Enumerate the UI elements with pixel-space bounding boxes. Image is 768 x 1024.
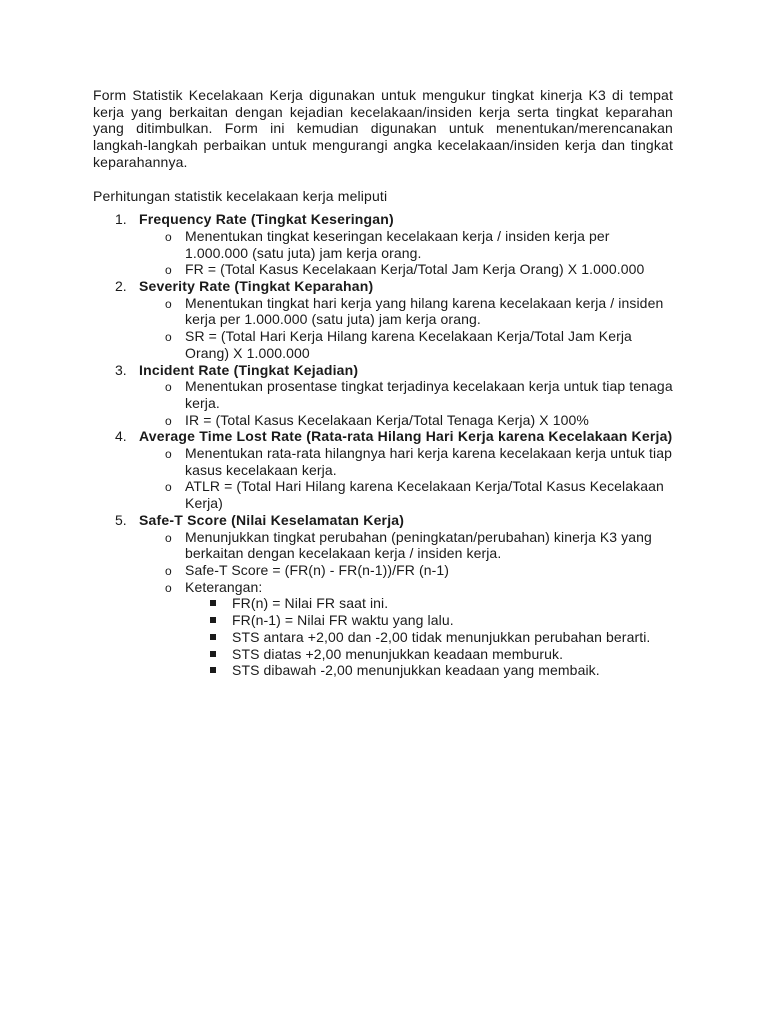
list-item-severity-rate <box>93 278 673 362</box>
sub-item-keterangan: o Keterangan: FR(n) = Nilai FR saat ini. FR(n-1) = Nilai FR waktu yang lalu. STS antara +2,00 dan -2,00 tidak menunjukkan perubahan berarti. STS diatas +2,00 menunjukkan keadaan memburuk. STS dibawah -2,00 menunjukkan keadaan yang membaik. <box>139 579 673 679</box>
item-number: 4. <box>115 428 127 445</box>
keterangan-item: FR(n-1) = Nilai FR waktu yang lalu. <box>185 612 673 629</box>
keterangan-item: STS dibawah -2,00 menunjukkan keadaan yang membaik. <box>185 662 673 679</box>
sub-item: o Menentukan rata-rata hilangnya hari kerja karena kecelakaan kerja untuk tiap kasus kecelakaan kerja. <box>165 445 672 478</box>
square-bullet-icon <box>210 651 216 657</box>
sub-item: o FR = (Total Kasus Kecelakaan Kerja/Total Jam Kerja Orang) X 1.000.000 <box>165 261 645 278</box>
keterangan-list <box>185 595 673 679</box>
item-title: Safe-T Score (Nilai Keselamatan Kerja) <box>139 511 405 528</box>
sub-list <box>139 378 673 428</box>
sub-item: o Menentukan tingkat keseringan kecelakaan kerja / insiden kerja per 1.000.000 (satu juta) jam kerja orang. <box>165 227 610 261</box>
item-title: Severity Rate (Tingkat Keparahan) <box>139 278 374 295</box>
circle-bullet-icon: o <box>165 480 172 495</box>
item-title: Frequency Rate (Tingkat Keseringan) <box>139 211 394 228</box>
keterangan-item: STS antara +2,00 dan -2,00 tidak menunjukkan perubahan berarti. <box>185 629 673 646</box>
item-title: Average Time Lost Rate (Rata-rata Hilang Hari Kerja karena Kecelakaan Kerja) <box>139 428 673 445</box>
item-number: 1. <box>115 211 127 228</box>
sub-list <box>139 295 673 362</box>
circle-bullet-icon: o <box>165 380 172 395</box>
circle-bullet-icon: o <box>165 263 172 278</box>
square-bullet-icon <box>210 634 216 640</box>
sub-list <box>139 228 673 278</box>
sub-item: o Menentukan prosentase tingkat terjadinya kecelakaan kerja untuk tiap tenaga kerja. <box>165 378 673 411</box>
sub-item: o Menentukan tingkat hari kerja yang hilang karena kecelakaan kerja / insiden kerja per 1.000.000 (satu juta) jam kerja orang. <box>165 294 664 328</box>
keterangan-item: STS diatas +2,00 menunjukkan keadaan memburuk. <box>185 646 673 663</box>
circle-bullet-icon: o <box>165 296 172 311</box>
sub-item: o Safe-T Score = (FR(n) - FR(n-1))/FR (n-1) <box>165 561 450 578</box>
document-page <box>93 87 673 679</box>
sub-item: o SR = (Total Hari Kerja Hilang karena Kecelakaan Kerja/Total Jam Kerja Orang) X 1.000.000 <box>165 328 632 361</box>
circle-bullet-icon: o <box>165 447 172 462</box>
circle-bullet-icon: o <box>165 229 172 244</box>
lead-sentence: Perhitungan statistik kecelakaan kerja meliputi <box>93 187 388 204</box>
sub-list <box>139 445 673 512</box>
circle-bullet-icon: o <box>165 530 172 545</box>
keterangan-item: FR(n) = Nilai FR saat ini. <box>185 595 673 612</box>
sub-item: o ATLR = (Total Hari Hilang karena Kecelakaan Kerja/Total Kasus Kecelakaan Kerja) <box>165 478 664 512</box>
square-bullet-icon <box>210 600 216 606</box>
square-bullet-icon <box>210 667 216 673</box>
circle-bullet-icon: o <box>165 563 172 578</box>
item-number: 5. <box>115 511 127 528</box>
sub-item: o Menunjukkan tingkat perubahan (peningkatan/perubahan) kinerja K3 yang berkaitan dengan kecelakaan kerja / insiden kerja. <box>165 528 652 562</box>
list-item-safe-t-score <box>93 512 673 679</box>
list-item-incident-rate <box>93 362 673 429</box>
circle-bullet-icon: o <box>165 580 172 595</box>
list-item-average-time-lost-rate <box>93 428 673 512</box>
statistics-list <box>93 211 673 679</box>
square-bullet-icon <box>210 617 216 623</box>
intro-paragraph: Form Statistik Kecelakaan Kerja digunakan untuk mengukur tingkat kinerja K3 di tempat kerja yang berkaitan dengan kejadian kecelakaan/insiden kerja serta tingkat keparahan yang ditimbulkan. Form ini kemudian digunakan untuk menentukan/merencanakan langkah-langkah perbaikan untuk mengurangi angka kecelakaan/insiden kerja dan tingkat keparahannya. <box>93 87 673 170</box>
item-number: 3. <box>115 361 127 378</box>
sub-list <box>139 529 673 679</box>
list-item-frequency-rate <box>93 211 673 278</box>
sub-item: o IR = (Total Kasus Kecelakaan Kerja/Total Tenaga Kerja) X 100% <box>165 411 589 428</box>
item-title: Incident Rate (Tingkat Kejadian) <box>139 361 359 378</box>
circle-bullet-icon: o <box>165 330 172 345</box>
circle-bullet-icon: o <box>165 413 172 428</box>
item-number: 2. <box>115 278 127 295</box>
